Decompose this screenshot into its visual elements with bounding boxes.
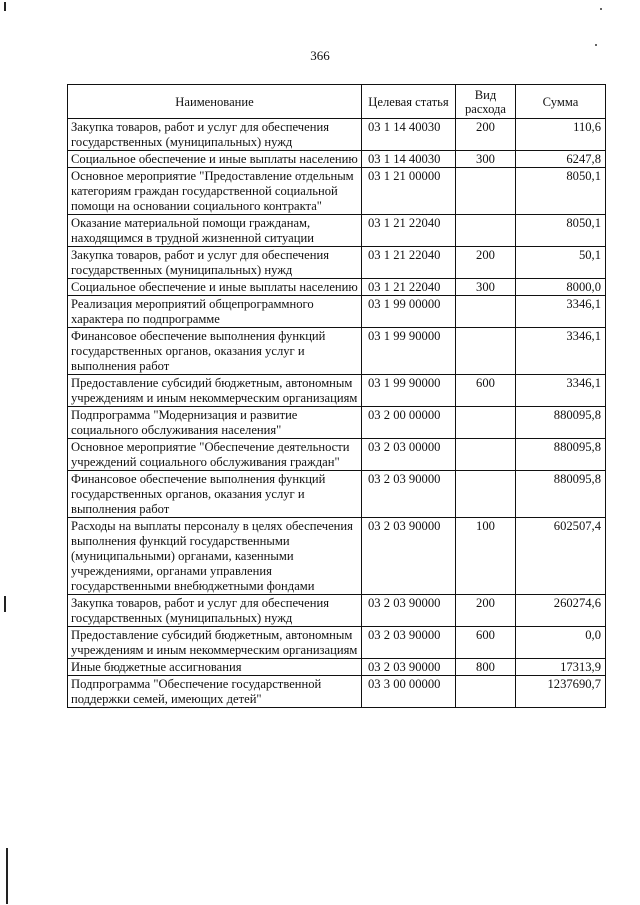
row-sum: 8000,0	[516, 279, 606, 296]
table-row	[68, 676, 606, 708]
table-row	[68, 627, 606, 659]
row-sum: 17313,9	[516, 659, 606, 676]
budget-table	[67, 84, 606, 708]
row-sum: 260274,6	[516, 595, 606, 627]
row-target-article: 03 2 03 90000	[362, 659, 456, 676]
table-row	[68, 215, 606, 247]
table-body	[68, 119, 606, 708]
row-name: Предоставление субсидий бюджетным, автономным учреждениям и иным некоммерческим организациям	[68, 375, 362, 407]
row-sum: 8050,1	[516, 215, 606, 247]
header-code: Целевая статья	[362, 85, 456, 119]
row-target-article: 03 1 99 90000	[362, 375, 456, 407]
scan-speck	[600, 8, 602, 10]
margin-mark	[4, 2, 6, 11]
row-name: Закупка товаров, работ и услуг для обеспечения государственных (муниципальных) нужд	[68, 119, 362, 151]
row-name: Социальное обеспечение и иные выплаты населению	[68, 151, 362, 168]
row-target-article: 03 1 21 22040	[362, 247, 456, 279]
row-name: Расходы на выплаты персоналу в целях обеспечения выполнения функций государственными (муниципальными) органами, казенными учреждениями, органами управления государственными внебюджетными фондами	[68, 518, 362, 595]
row-expense-type	[456, 328, 516, 375]
row-name: Закупка товаров, работ и услуг для обеспечения государственных (муниципальных) нужд	[68, 247, 362, 279]
row-name: Подпрограмма "Обеспечение государственной поддержки семей, имеющих детей"	[68, 676, 362, 708]
row-name: Предоставление субсидий бюджетным, автономным учреждениям и иным некоммерческим организациям	[68, 627, 362, 659]
row-target-article: 03 2 03 90000	[362, 471, 456, 518]
row-sum: 880095,8	[516, 407, 606, 439]
row-sum: 3346,1	[516, 328, 606, 375]
table-row	[68, 407, 606, 439]
table-row	[68, 595, 606, 627]
row-name: Подпрограмма "Модернизация и развитие социального обслуживания населения"	[68, 407, 362, 439]
row-expense-type	[456, 296, 516, 328]
row-target-article: 03 1 21 22040	[362, 215, 456, 247]
row-expense-type: 100	[456, 518, 516, 595]
row-sum: 110,6	[516, 119, 606, 151]
row-sum: 6247,8	[516, 151, 606, 168]
table-row	[68, 659, 606, 676]
row-expense-type: 600	[456, 375, 516, 407]
row-expense-type: 200	[456, 119, 516, 151]
row-name: Реализация мероприятий общепрограммного характера по подпрограмме	[68, 296, 362, 328]
row-target-article: 03 1 21 22040	[362, 279, 456, 296]
table-row	[68, 296, 606, 328]
page-number: 366	[310, 48, 330, 63]
row-target-article: 03 1 21 00000	[362, 168, 456, 215]
row-expense-type: 300	[456, 151, 516, 168]
table-row	[68, 328, 606, 375]
row-target-article: 03 3 00 00000	[362, 676, 456, 708]
row-target-article: 03 2 00 00000	[362, 407, 456, 439]
header-type: Вид расхода	[456, 85, 516, 119]
row-sum: 880095,8	[516, 471, 606, 518]
row-expense-type	[456, 168, 516, 215]
row-expense-type: 800	[456, 659, 516, 676]
row-expense-type	[456, 439, 516, 471]
table-header-row	[68, 85, 606, 119]
row-target-article: 03 2 03 90000	[362, 518, 456, 595]
row-expense-type: 200	[456, 595, 516, 627]
row-sum: 50,1	[516, 247, 606, 279]
row-sum: 1237690,7	[516, 676, 606, 708]
row-expense-type	[456, 676, 516, 708]
table-row	[68, 375, 606, 407]
row-target-article: 03 1 99 00000	[362, 296, 456, 328]
row-sum: 8050,1	[516, 168, 606, 215]
table-row	[68, 471, 606, 518]
row-expense-type: 300	[456, 279, 516, 296]
table-row	[68, 439, 606, 471]
row-name: Основное мероприятие "Предоставление отдельным категориям граждан государственной социальной помощи на основании социального контракта"	[68, 168, 362, 215]
row-name: Закупка товаров, работ и услуг для обеспечения государственных (муниципальных) нужд	[68, 595, 362, 627]
margin-mark	[6, 848, 8, 904]
row-name: Финансовое обеспечение выполнения функций государственных органов, оказания услуг и выполнения работ	[68, 328, 362, 375]
row-name: Оказание материальной помощи гражданам, находящимся в трудной жизненной ситуации	[68, 215, 362, 247]
row-name: Финансовое обеспечение выполнения функций государственных органов, оказания услуг и выполнения работ	[68, 471, 362, 518]
row-target-article: 03 2 03 00000	[362, 439, 456, 471]
row-name: Социальное обеспечение и иные выплаты населению	[68, 279, 362, 296]
row-name: Основное мероприятие "Обеспечение деятельности учреждений социального обслуживания граждан"	[68, 439, 362, 471]
row-sum: 0,0	[516, 627, 606, 659]
table-row	[68, 151, 606, 168]
header-sum: Сумма	[516, 85, 606, 119]
table-row	[68, 518, 606, 595]
row-sum: 3346,1	[516, 375, 606, 407]
table-row	[68, 168, 606, 215]
table-row	[68, 247, 606, 279]
row-target-article: 03 2 03 90000	[362, 627, 456, 659]
row-expense-type	[456, 471, 516, 518]
margin-mark	[4, 596, 6, 612]
row-expense-type	[456, 215, 516, 247]
table-row	[68, 119, 606, 151]
row-target-article: 03 1 14 40030	[362, 151, 456, 168]
row-expense-type: 200	[456, 247, 516, 279]
row-expense-type: 600	[456, 627, 516, 659]
row-expense-type	[456, 407, 516, 439]
row-sum: 602507,4	[516, 518, 606, 595]
row-sum: 880095,8	[516, 439, 606, 471]
row-target-article: 03 1 14 40030	[362, 119, 456, 151]
scan-speck	[595, 44, 597, 46]
row-name: Иные бюджетные ассигнования	[68, 659, 362, 676]
row-sum: 3346,1	[516, 296, 606, 328]
row-target-article: 03 2 03 90000	[362, 595, 456, 627]
table-row	[68, 279, 606, 296]
header-name: Наименование	[68, 85, 362, 119]
row-target-article: 03 1 99 90000	[362, 328, 456, 375]
